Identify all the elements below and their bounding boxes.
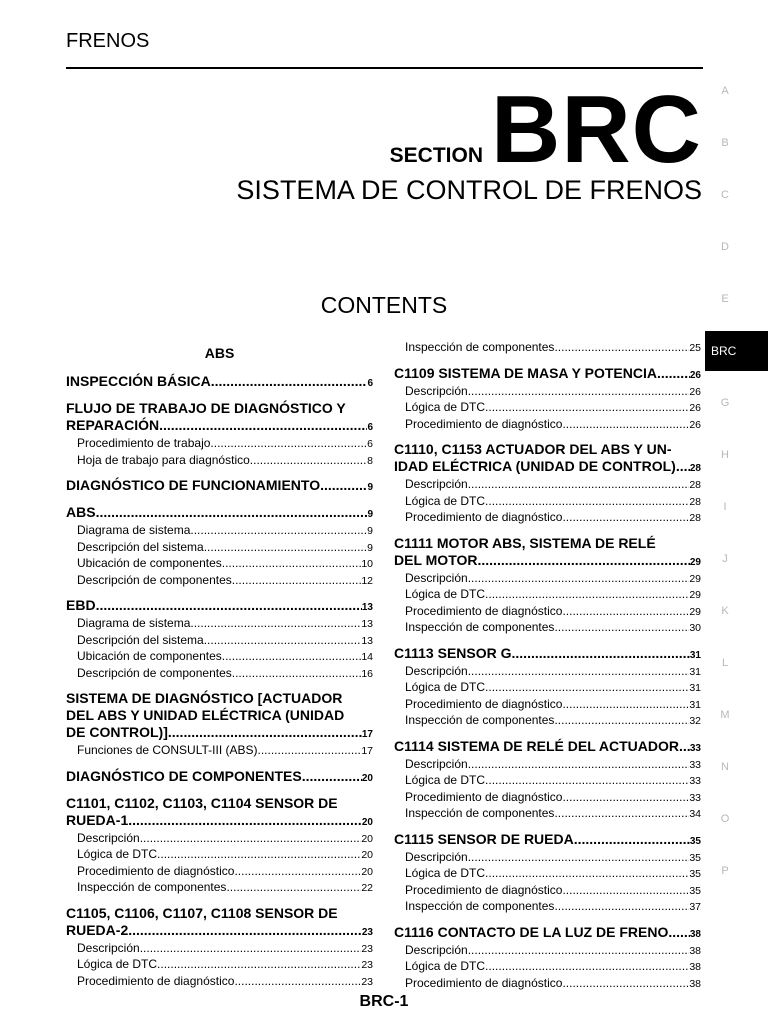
toc-subentry-title: Descripción del sistema xyxy=(77,632,204,647)
toc-entry[interactable] xyxy=(394,535,701,637)
toc-subentry-title: Lógica de DTC xyxy=(405,587,486,601)
toc-subentry-title: Ubicación de componentes xyxy=(77,556,222,570)
toc-page-number: 33 xyxy=(689,775,701,787)
toc-page-number: 35 xyxy=(689,868,701,880)
dot-leader xyxy=(168,724,362,741)
toc-page-number: 26 xyxy=(689,402,701,414)
toc-subentry-title: Inspección de componentes xyxy=(405,806,555,820)
index-tab-a[interactable]: A xyxy=(721,85,729,97)
toc-subentry-title: Lógica de DTC xyxy=(77,957,158,971)
toc-subentry-title: Procedimiento de diagnóstico xyxy=(405,603,563,618)
toc-page-number: 28 xyxy=(689,495,701,508)
toc-subentry[interactable] xyxy=(394,697,701,714)
dot-leader xyxy=(679,738,690,755)
dot-leader xyxy=(562,883,689,899)
dot-leader xyxy=(554,713,689,729)
contents-title: CONTENTS xyxy=(320,292,448,318)
toc-subentry-title: Procedimiento de diagnóstico xyxy=(77,863,235,878)
toc-page-number: 30 xyxy=(689,622,701,634)
toc-page-number: 9 xyxy=(367,525,373,537)
dot-leader xyxy=(234,974,361,990)
toc-subentry[interactable] xyxy=(394,417,701,434)
toc-page-number: 34 xyxy=(689,808,701,820)
toc-subentry-title: Descripción xyxy=(405,756,468,771)
toc-subentry-title: Hoja de trabajo para diagnóstico xyxy=(77,452,250,467)
dot-leader xyxy=(485,866,689,882)
toc-subentry-title: Procedimiento de diagnóstico xyxy=(405,510,563,524)
dot-leader xyxy=(232,666,362,682)
toc-subentry[interactable] xyxy=(66,957,373,974)
toc-page-number: 29 xyxy=(689,605,701,618)
toc-left-column xyxy=(66,340,373,998)
toc-subentry[interactable] xyxy=(394,959,701,976)
toc-entry-title-line: C1101, C1102, C1103, C1104 SENSOR DE xyxy=(66,794,338,811)
toc-page-number: 33 xyxy=(689,791,701,804)
toc-subentry-title: Lógica de DTC xyxy=(405,400,486,414)
toc-page-number: 9 xyxy=(367,509,373,520)
toc-page-number: 35 xyxy=(689,835,701,847)
toc-page-number: 29 xyxy=(689,572,701,585)
toc-subentry[interactable] xyxy=(394,384,701,401)
toc-subentry-title: Ubicación de componentes xyxy=(77,649,222,663)
toc-page-number: 23 xyxy=(361,926,373,938)
toc-entry-title-line: C1111 MOTOR ABS, SISTEMA DE RELÉ xyxy=(394,534,656,551)
toc-page-number: 9 xyxy=(367,482,373,493)
toc-subentry[interactable] xyxy=(394,680,701,697)
toc-page-number: 6 xyxy=(367,422,373,433)
toc-entry-title-line: C1113 SENSOR G xyxy=(394,644,512,661)
toc-subentry-title: Descripción de componentes xyxy=(77,665,232,680)
toc-page-number: 12 xyxy=(361,574,373,587)
toc-subentry-title: Inspección de componentes xyxy=(405,899,555,913)
toc-entry[interactable] xyxy=(394,340,701,357)
toc-entry[interactable] xyxy=(66,795,373,897)
dot-leader xyxy=(468,384,690,400)
toc-entry-title-line: DIAGNÓSTICO DE COMPONENTES xyxy=(66,767,302,784)
dot-leader xyxy=(320,477,367,494)
toc-subentry-title: Procedimiento de diagnóstico xyxy=(405,696,563,711)
toc-entry-title[interactable] xyxy=(66,373,373,392)
toc-entry[interactable] xyxy=(66,690,373,760)
toc-subentry-title: Lógica de DTC xyxy=(405,680,486,694)
toc-entry-title[interactable] xyxy=(66,477,373,496)
toc-page-number: 13 xyxy=(361,618,373,630)
toc-entry[interactable] xyxy=(394,365,701,434)
toc-page-number: 37 xyxy=(689,901,701,913)
toc-page-number: 20 xyxy=(361,772,373,784)
toc-entry-title[interactable] xyxy=(394,831,701,850)
toc-subentry-title: Inspección de componentes xyxy=(405,713,555,727)
dot-leader xyxy=(562,417,689,433)
toc-page-number: 16 xyxy=(361,667,373,680)
section-heading xyxy=(389,76,702,183)
index-tab-brc[interactable]: BRC xyxy=(705,331,768,371)
dot-leader xyxy=(562,976,689,992)
dot-leader xyxy=(128,812,362,829)
toc-subentry[interactable] xyxy=(394,340,701,357)
toc-subentry-title: Lógica de DTC xyxy=(405,866,486,880)
dot-leader xyxy=(190,523,367,539)
toc-entry[interactable] xyxy=(394,831,701,916)
toc-page-number: 17 xyxy=(361,745,373,757)
toc-page-number: 26 xyxy=(689,418,701,431)
dot-leader xyxy=(512,645,690,662)
toc-subentry[interactable] xyxy=(394,943,701,960)
dot-leader xyxy=(485,494,689,510)
dot-leader xyxy=(657,365,690,382)
toc-subentry-title: Lógica de DTC xyxy=(405,773,486,787)
toc-subentry-title: Procedimiento de diagnóstico xyxy=(405,975,563,990)
dot-leader xyxy=(222,556,362,572)
toc-page-number: 31 xyxy=(689,649,701,661)
toc-entry-title-line: INSPECCIÓN BÁSICA xyxy=(66,373,211,389)
toc-subentry[interactable] xyxy=(66,453,373,470)
toc-page-number: 23 xyxy=(361,942,373,955)
toc-entry-title[interactable] xyxy=(66,400,373,436)
toc-subentry-title: Procedimiento de diagnóstico xyxy=(77,973,235,988)
index-tab-k[interactable]: K xyxy=(721,605,729,617)
toc-entry[interactable] xyxy=(66,373,373,392)
toc-page-number: 38 xyxy=(689,961,701,973)
toc-page-number: 38 xyxy=(689,944,701,957)
toc-page-number: 32 xyxy=(689,715,701,727)
toc-page-number: 31 xyxy=(689,682,701,694)
index-tab-d[interactable]: D xyxy=(721,241,729,253)
toc-entry-title[interactable] xyxy=(66,597,373,616)
toc-page-number: 26 xyxy=(689,385,701,398)
toc-entry-title[interactable] xyxy=(66,504,373,523)
dot-leader xyxy=(140,941,362,957)
dot-leader xyxy=(159,417,367,434)
toc-entry-title-line: EBD xyxy=(66,597,96,613)
toc-subentry[interactable] xyxy=(66,523,373,540)
toc-entry-title[interactable] xyxy=(394,535,701,571)
toc-subentry[interactable] xyxy=(66,436,373,453)
toc-page-number: 13 xyxy=(361,602,373,613)
toc-subentry[interactable] xyxy=(394,976,701,993)
toc-page-number: 38 xyxy=(689,928,701,940)
toc-page-number: 28 xyxy=(689,512,701,524)
toc-subentry[interactable] xyxy=(66,556,373,573)
toc-entry-title-line: ABS xyxy=(66,504,96,520)
toc-subentry-title: Procedimiento de diagnóstico xyxy=(405,416,563,431)
toc-subentry[interactable] xyxy=(66,864,373,881)
section-name: SISTEMA DE CONTROL DE FRENOS xyxy=(236,175,702,205)
toc-subentry-title: Inspección de componentes xyxy=(77,880,227,894)
toc-subentry[interactable] xyxy=(394,620,701,637)
toc-page-number: 28 xyxy=(689,479,701,491)
dot-leader xyxy=(485,773,689,789)
toc-page-number: 9 xyxy=(367,541,373,554)
toc-subentry[interactable] xyxy=(394,510,701,527)
toc-entry-title-line: C1115 SENSOR DE RUEDA xyxy=(394,830,574,847)
toc-entry[interactable] xyxy=(394,645,701,730)
toc-subentry-title: Procedimiento de trabajo xyxy=(77,436,211,450)
dot-leader xyxy=(226,880,361,896)
toc-entry[interactable] xyxy=(66,905,373,991)
toc-subentry[interactable] xyxy=(394,773,701,790)
toc-entry-title[interactable] xyxy=(394,645,701,664)
toc-subentry[interactable] xyxy=(66,540,373,557)
toc-subentry[interactable] xyxy=(66,633,373,650)
toc-page-number: 31 xyxy=(689,665,701,678)
toc-subentry[interactable] xyxy=(394,899,701,916)
toc-subentry-title: Procedimiento de diagnóstico xyxy=(405,789,563,804)
toc-subentry-title: Descripción de componentes xyxy=(77,572,232,587)
toc-subentry-title: Procedimiento de diagnóstico xyxy=(405,882,563,897)
dot-leader xyxy=(554,899,689,915)
toc-subentry[interactable] xyxy=(66,831,373,848)
toc-subentry-title: Lógica de DTC xyxy=(77,847,158,861)
dot-leader xyxy=(574,831,690,848)
toc-page-number: 35 xyxy=(689,851,701,864)
dot-leader xyxy=(222,649,362,665)
toc-entry-title-line: IDAD ELÉCTRICA (UNIDAD DE CONTROL) xyxy=(394,458,676,474)
toc-page-number: 38 xyxy=(689,977,701,990)
toc-entry-title[interactable] xyxy=(66,795,373,831)
dot-leader xyxy=(96,597,362,614)
dot-leader xyxy=(485,400,689,416)
toc-page-number: 10 xyxy=(361,558,373,570)
toc-subentry[interactable] xyxy=(394,400,701,417)
toc-subentry[interactable] xyxy=(66,573,373,590)
toc-subentry-title: Inspección de componentes xyxy=(405,340,555,354)
toc-page-number: 13 xyxy=(361,634,373,647)
toc-subentry-title: Lógica de DTC xyxy=(405,959,486,973)
toc-page-number: 23 xyxy=(361,959,373,971)
toc-entry-title-line: DEL MOTOR xyxy=(394,551,478,568)
dot-leader xyxy=(128,922,362,939)
toc-page-number: 29 xyxy=(689,589,701,601)
toc-subentry-title: Descripción xyxy=(405,570,468,585)
toc-page-number: 35 xyxy=(689,884,701,897)
toc-entry-title-line: C1110, C1153 ACTUADOR DEL ABS Y UN- xyxy=(394,441,672,457)
toc-subentry[interactable] xyxy=(394,806,701,823)
toc-entry-title-line: DEL ABS Y UNIDAD ELÉCTRICA (UNIDAD xyxy=(66,707,345,723)
dot-leader xyxy=(485,680,689,696)
section-word: SECTION xyxy=(389,144,484,167)
toc-subentry[interactable] xyxy=(66,941,373,958)
toc-entry[interactable] xyxy=(66,477,373,496)
toc-subentry[interactable] xyxy=(66,880,373,897)
toc-entry-title-line: DE CONTROL)] xyxy=(66,724,168,740)
dot-leader xyxy=(554,340,689,356)
dot-leader xyxy=(468,571,690,587)
toc-subentry[interactable] xyxy=(394,494,701,511)
toc-subentry-title: Descripción del sistema xyxy=(77,539,204,554)
dot-leader xyxy=(554,806,689,822)
toc-subentry-title: Descripción xyxy=(405,849,468,864)
toc-entry[interactable] xyxy=(66,597,373,682)
toc-entry-title-line: C1105, C1106, C1107, C1108 SENSOR DE xyxy=(66,904,338,921)
toc-page-number: 25 xyxy=(689,342,701,354)
toc-page-number: 17 xyxy=(361,729,373,740)
toc-page-number: 23 xyxy=(361,975,373,988)
toc-subentry[interactable] xyxy=(66,743,373,760)
toc-subentry[interactable] xyxy=(394,664,701,681)
toc-subentry[interactable] xyxy=(394,587,701,604)
toc-subentry[interactable] xyxy=(66,847,373,864)
dot-leader xyxy=(485,959,689,975)
toc-entry[interactable] xyxy=(66,768,373,787)
toc-subentry-title: Descripción xyxy=(405,942,468,957)
toc-subentry[interactable] xyxy=(394,713,701,730)
dot-leader xyxy=(234,864,361,880)
toc-entry[interactable] xyxy=(394,738,701,823)
header-divider xyxy=(66,67,703,69)
dot-leader xyxy=(190,616,361,632)
dot-leader xyxy=(258,743,362,759)
toc-page-number: 6 xyxy=(367,378,373,389)
dot-leader xyxy=(96,504,368,521)
index-tab-g[interactable]: G xyxy=(720,397,730,409)
dot-leader xyxy=(554,620,689,636)
toc-entry-title[interactable] xyxy=(394,738,701,757)
dot-leader xyxy=(562,697,689,713)
toc-entry-title[interactable] xyxy=(66,905,373,941)
toc-entry[interactable] xyxy=(394,924,701,993)
dot-leader xyxy=(232,573,362,589)
toc-subentry-title: Descripción xyxy=(77,940,140,955)
toc-page-number: 20 xyxy=(361,832,373,845)
toc-entry-title[interactable] xyxy=(66,768,373,787)
dot-leader xyxy=(468,477,690,493)
toc-page-number: 22 xyxy=(361,882,373,894)
toc-entry-title-line: SISTEMA DE DIAGNÓSTICO [ACTUADOR xyxy=(66,690,343,706)
toc-entry[interactable] xyxy=(66,504,373,589)
index-tab-p[interactable]: P xyxy=(721,865,729,877)
toc-subentry[interactable] xyxy=(66,974,373,991)
toc-subentry[interactable] xyxy=(394,850,701,867)
dot-leader xyxy=(468,943,690,959)
toc-page-number: 20 xyxy=(361,865,373,878)
toc-subentry-title: Descripción xyxy=(77,830,140,845)
dot-leader xyxy=(211,373,368,390)
manual-header-title: FRENOS xyxy=(66,30,150,52)
toc-subentry-title: Funciones de CONSULT-III (ABS) xyxy=(77,743,258,757)
toc-subentry[interactable] xyxy=(394,477,701,494)
dot-leader xyxy=(250,453,367,469)
toc-right-column xyxy=(394,340,701,1000)
dot-leader xyxy=(478,552,690,569)
toc-page-number: 26 xyxy=(689,369,701,381)
toc-entry-title-line: FLUJO DE TRABAJO DE DIAGNÓSTICO Y xyxy=(66,400,346,416)
toc-page-number: 20 xyxy=(361,816,373,828)
toc-entry[interactable] xyxy=(66,400,373,469)
toc-page-number: 20 xyxy=(361,849,373,861)
toc-page-number: 6 xyxy=(367,438,373,450)
dot-leader xyxy=(468,850,690,866)
index-tab-h[interactable]: H xyxy=(721,449,729,461)
dot-leader xyxy=(468,664,690,680)
toc-subentry[interactable] xyxy=(66,666,373,683)
toc-entry-title-line: C1109 SISTEMA DE MASA Y POTENCIA xyxy=(394,364,657,381)
toc-subentry[interactable] xyxy=(66,649,373,666)
dot-leader xyxy=(157,847,361,863)
dot-leader xyxy=(140,831,362,847)
toc-page-number: 33 xyxy=(689,758,701,771)
dot-leader xyxy=(562,510,689,526)
index-tab-l[interactable]: L xyxy=(721,657,729,669)
index-tab-m[interactable]: M xyxy=(720,709,730,721)
toc-subentry-title: Inspección de componentes xyxy=(405,620,555,634)
toc-subentry[interactable] xyxy=(394,883,701,900)
toc-subentry[interactable] xyxy=(394,604,701,621)
toc-subentry[interactable] xyxy=(394,757,701,774)
toc-entry-title-line: REPARACIÓN xyxy=(66,417,160,433)
dot-leader xyxy=(157,957,361,973)
toc-page-number: 29 xyxy=(689,556,701,568)
dot-leader xyxy=(676,458,690,475)
section-code: BRC xyxy=(491,76,702,183)
toc-entry[interactable] xyxy=(394,441,701,527)
toc-entry-title-line: C1116 CONTACTO DE LA LUZ DE FRENO xyxy=(394,923,669,940)
toc-subentry[interactable] xyxy=(66,616,373,633)
dot-leader xyxy=(562,790,689,806)
dot-leader xyxy=(485,587,689,603)
dot-leader xyxy=(210,436,367,452)
index-tab-o[interactable]: O xyxy=(720,813,730,825)
toc-page-number: 28 xyxy=(689,463,701,474)
toc-entry-title-line: RUEDA-2 xyxy=(66,921,129,938)
toc-subentry-title: Lógica de DTC xyxy=(405,493,486,508)
toc-subentry-title: Descripción xyxy=(405,663,468,678)
toc-entry-title[interactable] xyxy=(394,924,701,943)
toc-subentry[interactable] xyxy=(394,571,701,588)
index-tab-i[interactable]: I xyxy=(723,501,727,513)
toc-group-title: ABS xyxy=(204,345,235,361)
toc-entry-title-line: DIAGNÓSTICO DE FUNCIONAMIENTO xyxy=(66,477,321,493)
dot-leader xyxy=(204,633,362,649)
toc-page-number: 31 xyxy=(689,698,701,711)
dot-leader xyxy=(668,924,690,941)
toc-entry-title-line: C1114 SISTEMA DE RELÉ DEL ACTUADOR xyxy=(394,737,679,754)
dot-leader xyxy=(204,540,367,556)
toc-entry-title[interactable] xyxy=(394,441,701,477)
toc-entry-title[interactable] xyxy=(394,365,701,384)
toc-entry-title-line: RUEDA-1 xyxy=(66,811,129,828)
page-number: BRC-1 xyxy=(359,993,409,1010)
toc-page-number: 33 xyxy=(689,742,701,754)
index-tab-c[interactable]: C xyxy=(721,189,729,201)
toc-entry-title[interactable] xyxy=(66,690,373,743)
toc-subentry[interactable] xyxy=(394,790,701,807)
toc-page-number: 8 xyxy=(367,454,373,467)
toc-subentry[interactable] xyxy=(394,866,701,883)
toc-subentry-title: Diagrama de sistema xyxy=(77,616,191,630)
dot-leader xyxy=(468,757,690,773)
index-tab-b[interactable]: B xyxy=(721,137,729,149)
dot-leader xyxy=(302,768,362,785)
dot-leader xyxy=(562,604,689,620)
index-tab-n[interactable]: N xyxy=(721,761,729,773)
toc-subentry-title: Descripción xyxy=(405,383,468,398)
index-tab-j[interactable]: J xyxy=(722,553,728,565)
toc-subentry-title: Descripción xyxy=(405,477,468,491)
toc-subentry-title: Diagrama de sistema xyxy=(77,523,191,537)
toc-page-number: 14 xyxy=(361,651,373,663)
index-tab-e[interactable]: E xyxy=(721,293,729,305)
